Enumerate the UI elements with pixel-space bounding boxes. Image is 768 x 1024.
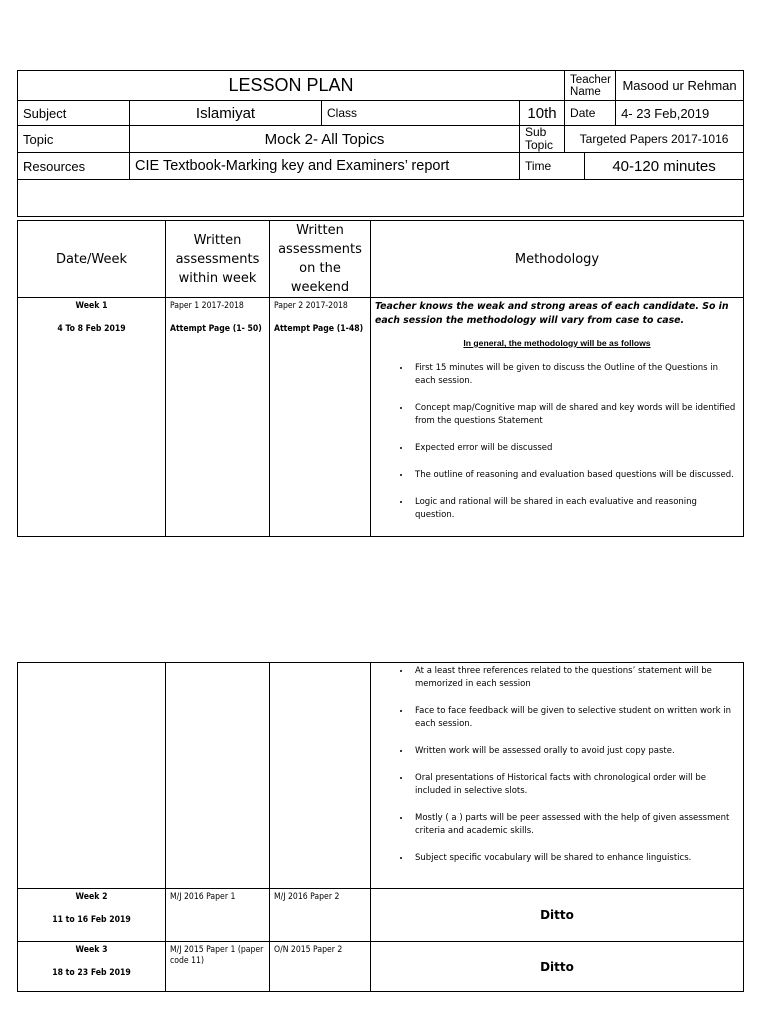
week1-weekend-paper: Paper 2 2017-2018 <box>274 301 348 311</box>
week2-within: M/J 2016 Paper 1 <box>166 889 270 942</box>
methodology-intro: Teacher knows the weak and strong areas of each candidate. So in each session the methodology will vary from case to case. <box>375 301 729 326</box>
teacher-name: Masood ur Rehman <box>616 71 744 101</box>
topic-label: Topic <box>18 126 130 153</box>
continued-methodology-cell <box>371 663 744 889</box>
week2-weekend: M/J 2016 Paper 2 <box>270 889 371 942</box>
list-item: • Subject specific vocabulary will be shared to enhance linguistics. <box>411 852 739 865</box>
lesson-plan-title: LESSON PLAN <box>18 71 565 101</box>
week3-label: Week 3 <box>75 945 108 955</box>
class-label: Class <box>322 101 520 126</box>
week1-within-cell <box>166 298 270 537</box>
continued-within-cell <box>166 663 270 889</box>
week1-dates: 4 To 8 Feb 2019 <box>57 324 126 334</box>
subject-value: Islamiyat <box>130 101 322 126</box>
week3-methodology: Ditto <box>371 942 744 992</box>
list-item: • Written work will be assessed orally to avoid just copy paste. <box>411 745 739 758</box>
week2-label: Week 2 <box>75 892 108 902</box>
week3-cell <box>18 942 166 992</box>
week1-methodology-cell <box>371 298 744 537</box>
list-item: • Face to face feedback will be given to selective student on written work in each session. <box>411 705 739 731</box>
class-value: 10th <box>520 101 565 126</box>
col-methodology: Methodology <box>371 221 744 298</box>
methodology-general: In general, the methodology will be as follows <box>463 338 651 348</box>
list-item: • First 15 minutes will be given to discuss the Outline of the Questions in each session. <box>411 362 739 388</box>
continued-weekend-cell <box>270 663 371 889</box>
list-item: • The outline of reasoning and evaluation based questions will be discussed. <box>411 469 739 482</box>
week3-within: M/J 2015 Paper 1 (paper code 11) <box>166 942 270 992</box>
topic-value: Mock 2- All Topics <box>130 126 520 153</box>
week1-within-paper: Paper 1 2017-2018 <box>170 301 244 311</box>
list-item: • Concept map/Cognitive map will de shared and key words will be identified from the questions Statement <box>411 402 739 428</box>
resources-value: CIE Textbook-Marking key and Examiners’ report <box>130 153 520 180</box>
week2-cell <box>18 889 166 942</box>
lesson-plan-header <box>17 70 744 217</box>
week2-dates: 11 to 16 Feb 2019 <box>52 915 131 925</box>
list-item: • Mostly ( a ) parts will be peer assessed with the help of given assessment criteria and academic skills. <box>411 812 739 838</box>
methodology-bullets-continued <box>375 665 739 865</box>
list-item: • Expected error will be discussed <box>411 442 739 455</box>
col-written-within: Written assessments within week <box>166 221 270 298</box>
targeted-papers: Targeted Papers 2017-1016 <box>565 126 744 153</box>
methodology-table-continued <box>17 662 744 992</box>
subtopic-label: Sub Topic <box>520 126 565 153</box>
week2-methodology: Ditto <box>371 889 744 942</box>
week1-weekend-cell <box>270 298 371 537</box>
methodology-table <box>17 220 744 537</box>
teacher-name-label: Teacher Name <box>565 71 616 101</box>
date-label: Date <box>565 101 616 126</box>
continued-date-cell <box>18 663 166 889</box>
col-written-weekend: Written assessments on the weekend <box>270 221 371 298</box>
week3-weekend: O/N 2015 Paper 2 <box>270 942 371 992</box>
week1-within-attempt: Attempt Page (1- 50) <box>170 324 262 334</box>
week1-weekend-attempt: Attempt Page (1-48) <box>274 324 364 334</box>
time-label: Time <box>520 153 585 180</box>
blank-row <box>18 180 744 217</box>
week1-cell <box>18 298 166 537</box>
week3-dates: 18 to 23 Feb 2019 <box>52 968 131 978</box>
date-value: 4- 23 Feb,2019 <box>616 101 744 126</box>
time-value: 40-120 minutes <box>585 153 744 180</box>
week1-label: Week 1 <box>75 301 108 311</box>
methodology-bullets <box>375 362 739 522</box>
subject-label: Subject <box>18 101 130 126</box>
list-item: • Oral presentations of Historical facts with chronological order will be included in selective slots. <box>411 772 739 798</box>
resources-label: Resources <box>18 153 130 180</box>
list-item: • At a least three references related to the questions’ statement will be memorized in each session <box>411 665 739 691</box>
list-item: • Logic and rational will be shared in each evaluative and reasoning question. <box>411 496 739 522</box>
col-date-week: Date/Week <box>18 221 166 298</box>
